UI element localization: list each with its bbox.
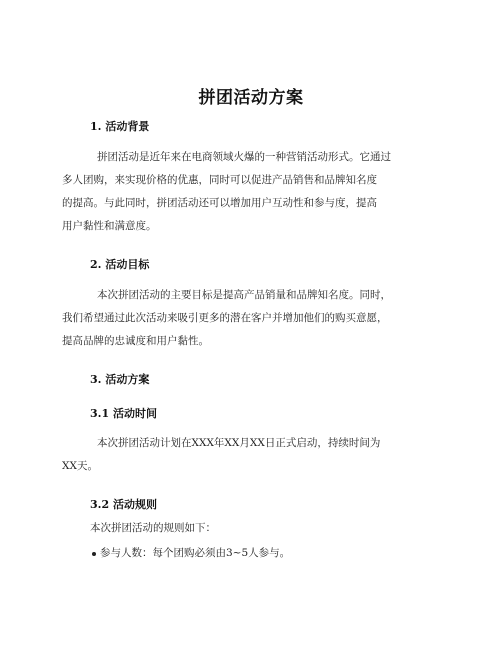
paragraph-line: 的提高。与此同时，拼团活动还可以增加用户互动性和参与度，提高	[62, 197, 377, 209]
subsection-heading-time: 3.1 活动时间	[90, 407, 157, 420]
paragraph-line: 多人团购，来实现价格的优惠，同时可以促进产品销售和品牌知名度	[62, 174, 377, 186]
paragraph-line: XX天。	[62, 460, 98, 472]
section-heading-goals: 2. 活动目标	[90, 258, 150, 271]
paragraph-line: 用户黏性和满意度。	[62, 220, 157, 232]
document-title: 拼团活动方案	[198, 88, 304, 108]
section-heading-plan: 3. 活动方案	[90, 373, 150, 386]
paragraph-line: 本次拼团活动的主要目标是提高产品销量和品牌知名度。同时，	[97, 289, 391, 301]
section-heading-background: 1. 活动背景	[90, 120, 150, 133]
paragraph-line: 本次拼团活动计划在XXX年XX月XX日正式启动，持续时间为	[97, 437, 381, 449]
paragraph-line: 本次拼团活动的规则如下：	[90, 522, 216, 534]
paragraph-line: 我们希望通过此次活动来吸引更多的潜在客户并增加他们的购买意愿，	[62, 312, 388, 324]
bullet-dot-icon	[92, 552, 96, 556]
bullet-item: 参与人数：每个团购必须由3~5人参与。	[100, 547, 291, 559]
paragraph-line: 提高品牌的忠诚度和用户黏性。	[62, 335, 209, 347]
paragraph-line: 拼团活动是近年来在电商领域火爆的一种营销活动形式。它通过	[97, 151, 391, 163]
subsection-heading-rules: 3.2 活动规则	[90, 498, 157, 511]
